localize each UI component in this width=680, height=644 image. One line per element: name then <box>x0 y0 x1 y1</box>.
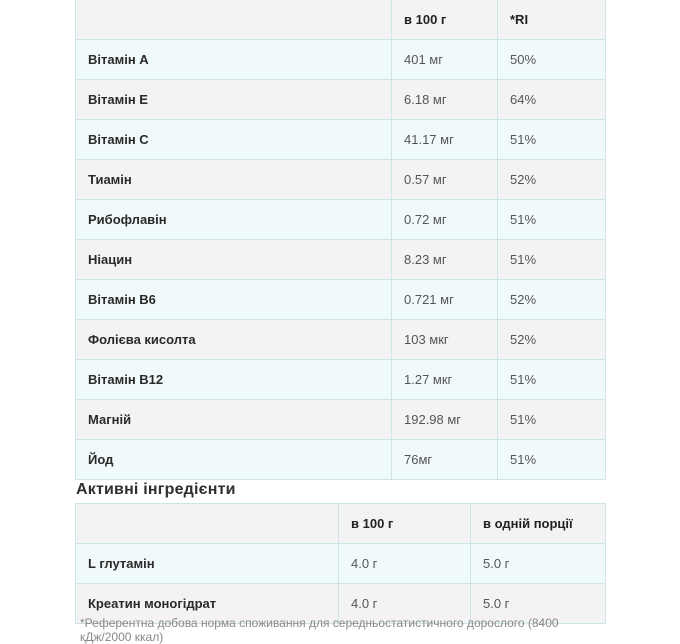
actives-header-per-serving: в одній порції <box>471 504 606 544</box>
table-row <box>76 400 606 440</box>
nutrient-per100: 192.98 мг <box>392 400 498 440</box>
nutrient-name: Йод <box>76 440 392 480</box>
actives-header-name <box>76 504 339 544</box>
table-row <box>76 240 606 280</box>
nutrient-ri: 51% <box>498 240 606 280</box>
nutrient-name: Магній <box>76 400 392 440</box>
table-row <box>76 200 606 240</box>
actives-header-row <box>76 504 606 544</box>
nutrient-ri: 52% <box>498 280 606 320</box>
vitamins-header-row <box>76 0 606 40</box>
table-row <box>76 160 606 200</box>
vitamins-table <box>75 0 606 480</box>
actives-header-per100: в 100 г <box>339 504 471 544</box>
active-ingredients-title: Активні інгредієнти <box>76 481 236 498</box>
nutrient-name: Фолієва кисолта <box>76 320 392 360</box>
nutrient-per100: 103 мкг <box>392 320 498 360</box>
table-row <box>76 440 606 480</box>
table-row <box>76 544 606 584</box>
ingredient-name: Креатин моногідрат <box>76 584 339 624</box>
ingredient-per-serving: 5.0 г <box>471 584 606 624</box>
table-row <box>76 280 606 320</box>
table-row <box>76 360 606 400</box>
table-row <box>76 40 606 80</box>
table-row <box>76 320 606 360</box>
nutrient-ri: 51% <box>498 200 606 240</box>
ingredient-name: L глутамін <box>76 544 339 584</box>
nutrient-name: Тиамін <box>76 160 392 200</box>
footnote-text: *Референтна добова норма споживання для середньостатистичного дорослого (8400 кДж/2000 ккал) <box>80 616 559 644</box>
nutrient-name: Вітамін В12 <box>76 360 392 400</box>
nutrient-ri: 50% <box>498 40 606 80</box>
table-row <box>76 80 606 120</box>
vitamins-header-ri: *RI <box>498 0 606 40</box>
nutrient-per100: 0.721 мг <box>392 280 498 320</box>
nutrient-name: Вітамін С <box>76 120 392 160</box>
ingredient-per-serving: 5.0 г <box>471 544 606 584</box>
nutrient-ri: 64% <box>498 80 606 120</box>
nutrient-per100: 6.18 мг <box>392 80 498 120</box>
ingredient-per100: 4.0 г <box>339 544 471 584</box>
nutrient-per100: 76мг <box>392 440 498 480</box>
nutrient-name: Вітамін В6 <box>76 280 392 320</box>
vitamins-header-per100: в 100 г <box>392 0 498 40</box>
nutrient-ri: 52% <box>498 320 606 360</box>
nutrient-name: Ніацин <box>76 240 392 280</box>
footnote-cropped <box>80 616 600 644</box>
ingredient-per100: 4.0 г <box>339 584 471 624</box>
table-row <box>76 120 606 160</box>
nutrient-name: Вітамін А <box>76 40 392 80</box>
nutrient-ri: 51% <box>498 400 606 440</box>
nutrient-ri: 52% <box>498 160 606 200</box>
nutrient-per100: 0.72 мг <box>392 200 498 240</box>
nutrient-per100: 0.57 мг <box>392 160 498 200</box>
nutrient-name: Вітамін Е <box>76 80 392 120</box>
left-margin <box>0 0 65 630</box>
nutrient-ri: 51% <box>498 120 606 160</box>
active-ingredients-table <box>75 503 606 624</box>
nutrient-name: Рибофлавін <box>76 200 392 240</box>
nutrient-per100: 8.23 мг <box>392 240 498 280</box>
nutrient-per100: 1.27 мкг <box>392 360 498 400</box>
nutrient-ri: 51% <box>498 360 606 400</box>
vitamins-header-name <box>76 0 392 40</box>
nutrient-per100: 41.17 мг <box>392 120 498 160</box>
nutrient-ri: 51% <box>498 440 606 480</box>
nutrient-per100: 401 мг <box>392 40 498 80</box>
